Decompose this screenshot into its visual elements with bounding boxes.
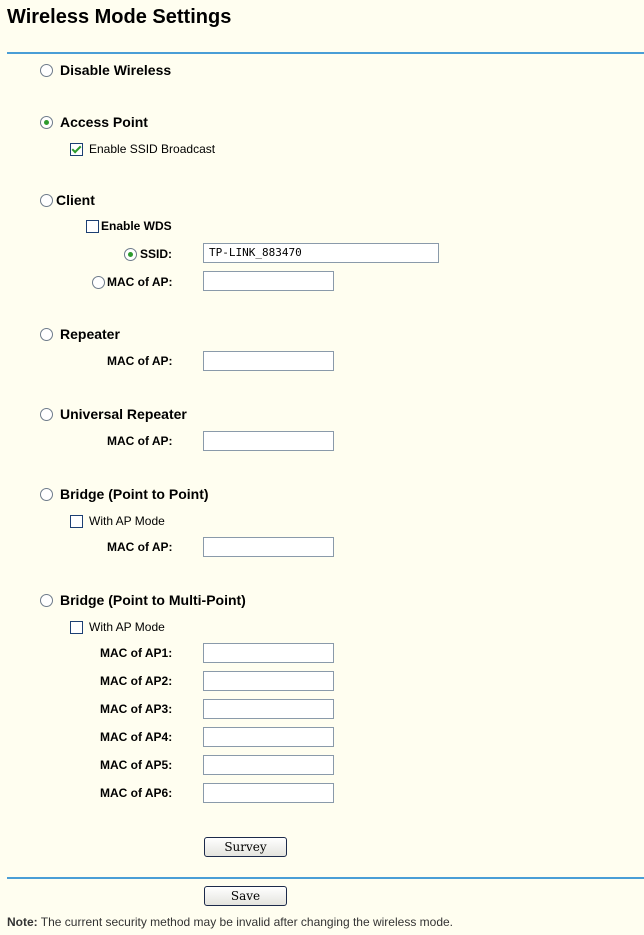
label-client-mac: MAC of AP:: [107, 275, 173, 289]
top-divider: [7, 52, 644, 54]
ap1-mac-input[interactable]: [203, 643, 334, 663]
label-client: Client: [56, 192, 95, 208]
radio-client[interactable]: [40, 194, 53, 207]
ap4-mac-input[interactable]: [203, 727, 334, 747]
radio-client-ssid[interactable]: [124, 248, 137, 261]
label-enable-ssid-broadcast: Enable SSID Broadcast: [89, 142, 216, 156]
label-bridge-p2p-ap-mode: With AP Mode: [89, 514, 165, 528]
repeater-mac-input[interactable]: [203, 351, 334, 371]
label-ap1-mac: MAC of AP1:: [100, 646, 173, 660]
label-bridge-p2p-mac: MAC of AP:: [107, 540, 173, 554]
bridge-p2p-mac-input[interactable]: [203, 537, 334, 557]
page-title: Wireless Mode Settings: [7, 6, 232, 28]
label-universal-repeater-mac: MAC of AP:: [107, 434, 173, 448]
bottom-divider: [7, 877, 644, 879]
label-disable-wireless: Disable Wireless: [60, 62, 172, 78]
radio-repeater[interactable]: [40, 328, 53, 341]
radio-access-point[interactable]: [40, 116, 53, 129]
ap5-mac-input[interactable]: [203, 755, 334, 775]
note-label: Note:: [7, 915, 38, 929]
radio-disable-wireless[interactable]: [40, 64, 53, 77]
radio-bridge-p2p[interactable]: [40, 488, 53, 501]
label-ap3-mac: MAC of AP3:: [100, 702, 173, 716]
label-bridge-p2mp-ap-mode: With AP Mode: [89, 620, 165, 634]
label-ap5-mac: MAC of AP5:: [100, 758, 173, 772]
ap3-mac-input[interactable]: [203, 699, 334, 719]
label-ap4-mac: MAC of AP4:: [100, 730, 173, 744]
survey-button[interactable]: Survey: [204, 837, 287, 857]
label-access-point: Access Point: [60, 114, 148, 130]
label-repeater-mac: MAC of AP:: [107, 354, 173, 368]
label-repeater: Repeater: [60, 326, 120, 342]
universal-repeater-mac-input[interactable]: [203, 431, 334, 451]
radio-client-mac[interactable]: [92, 276, 105, 289]
radio-universal-repeater[interactable]: [40, 408, 53, 421]
ssid-input[interactable]: TP-LINK_883470: [203, 243, 439, 263]
checkbox-enable-ssid-broadcast[interactable]: [70, 143, 83, 156]
label-enable-wds: Enable WDS: [101, 219, 172, 233]
note: [7, 915, 453, 929]
label-ap2-mac: MAC of AP2:: [100, 674, 173, 688]
client-mac-input[interactable]: [203, 271, 334, 291]
label-universal-repeater: Universal Repeater: [60, 406, 187, 422]
ap6-mac-input[interactable]: [203, 783, 334, 803]
label-ap6-mac: MAC of AP6:: [100, 786, 173, 800]
label-client-ssid: SSID:: [140, 247, 173, 261]
ap2-mac-input[interactable]: [203, 671, 334, 691]
checkbox-enable-wds[interactable]: [86, 220, 99, 233]
note-text: The current security method may be invalid after changing the wireless mode.: [40, 915, 453, 929]
checkbox-bridge-p2p-ap-mode[interactable]: [70, 515, 83, 528]
label-bridge-p2mp: Bridge (Point to Multi-Point): [60, 592, 246, 608]
label-bridge-p2p: Bridge (Point to Point): [60, 486, 209, 502]
checkbox-bridge-p2mp-ap-mode[interactable]: [70, 621, 83, 634]
radio-bridge-p2mp[interactable]: [40, 594, 53, 607]
save-button[interactable]: Save: [204, 886, 287, 906]
